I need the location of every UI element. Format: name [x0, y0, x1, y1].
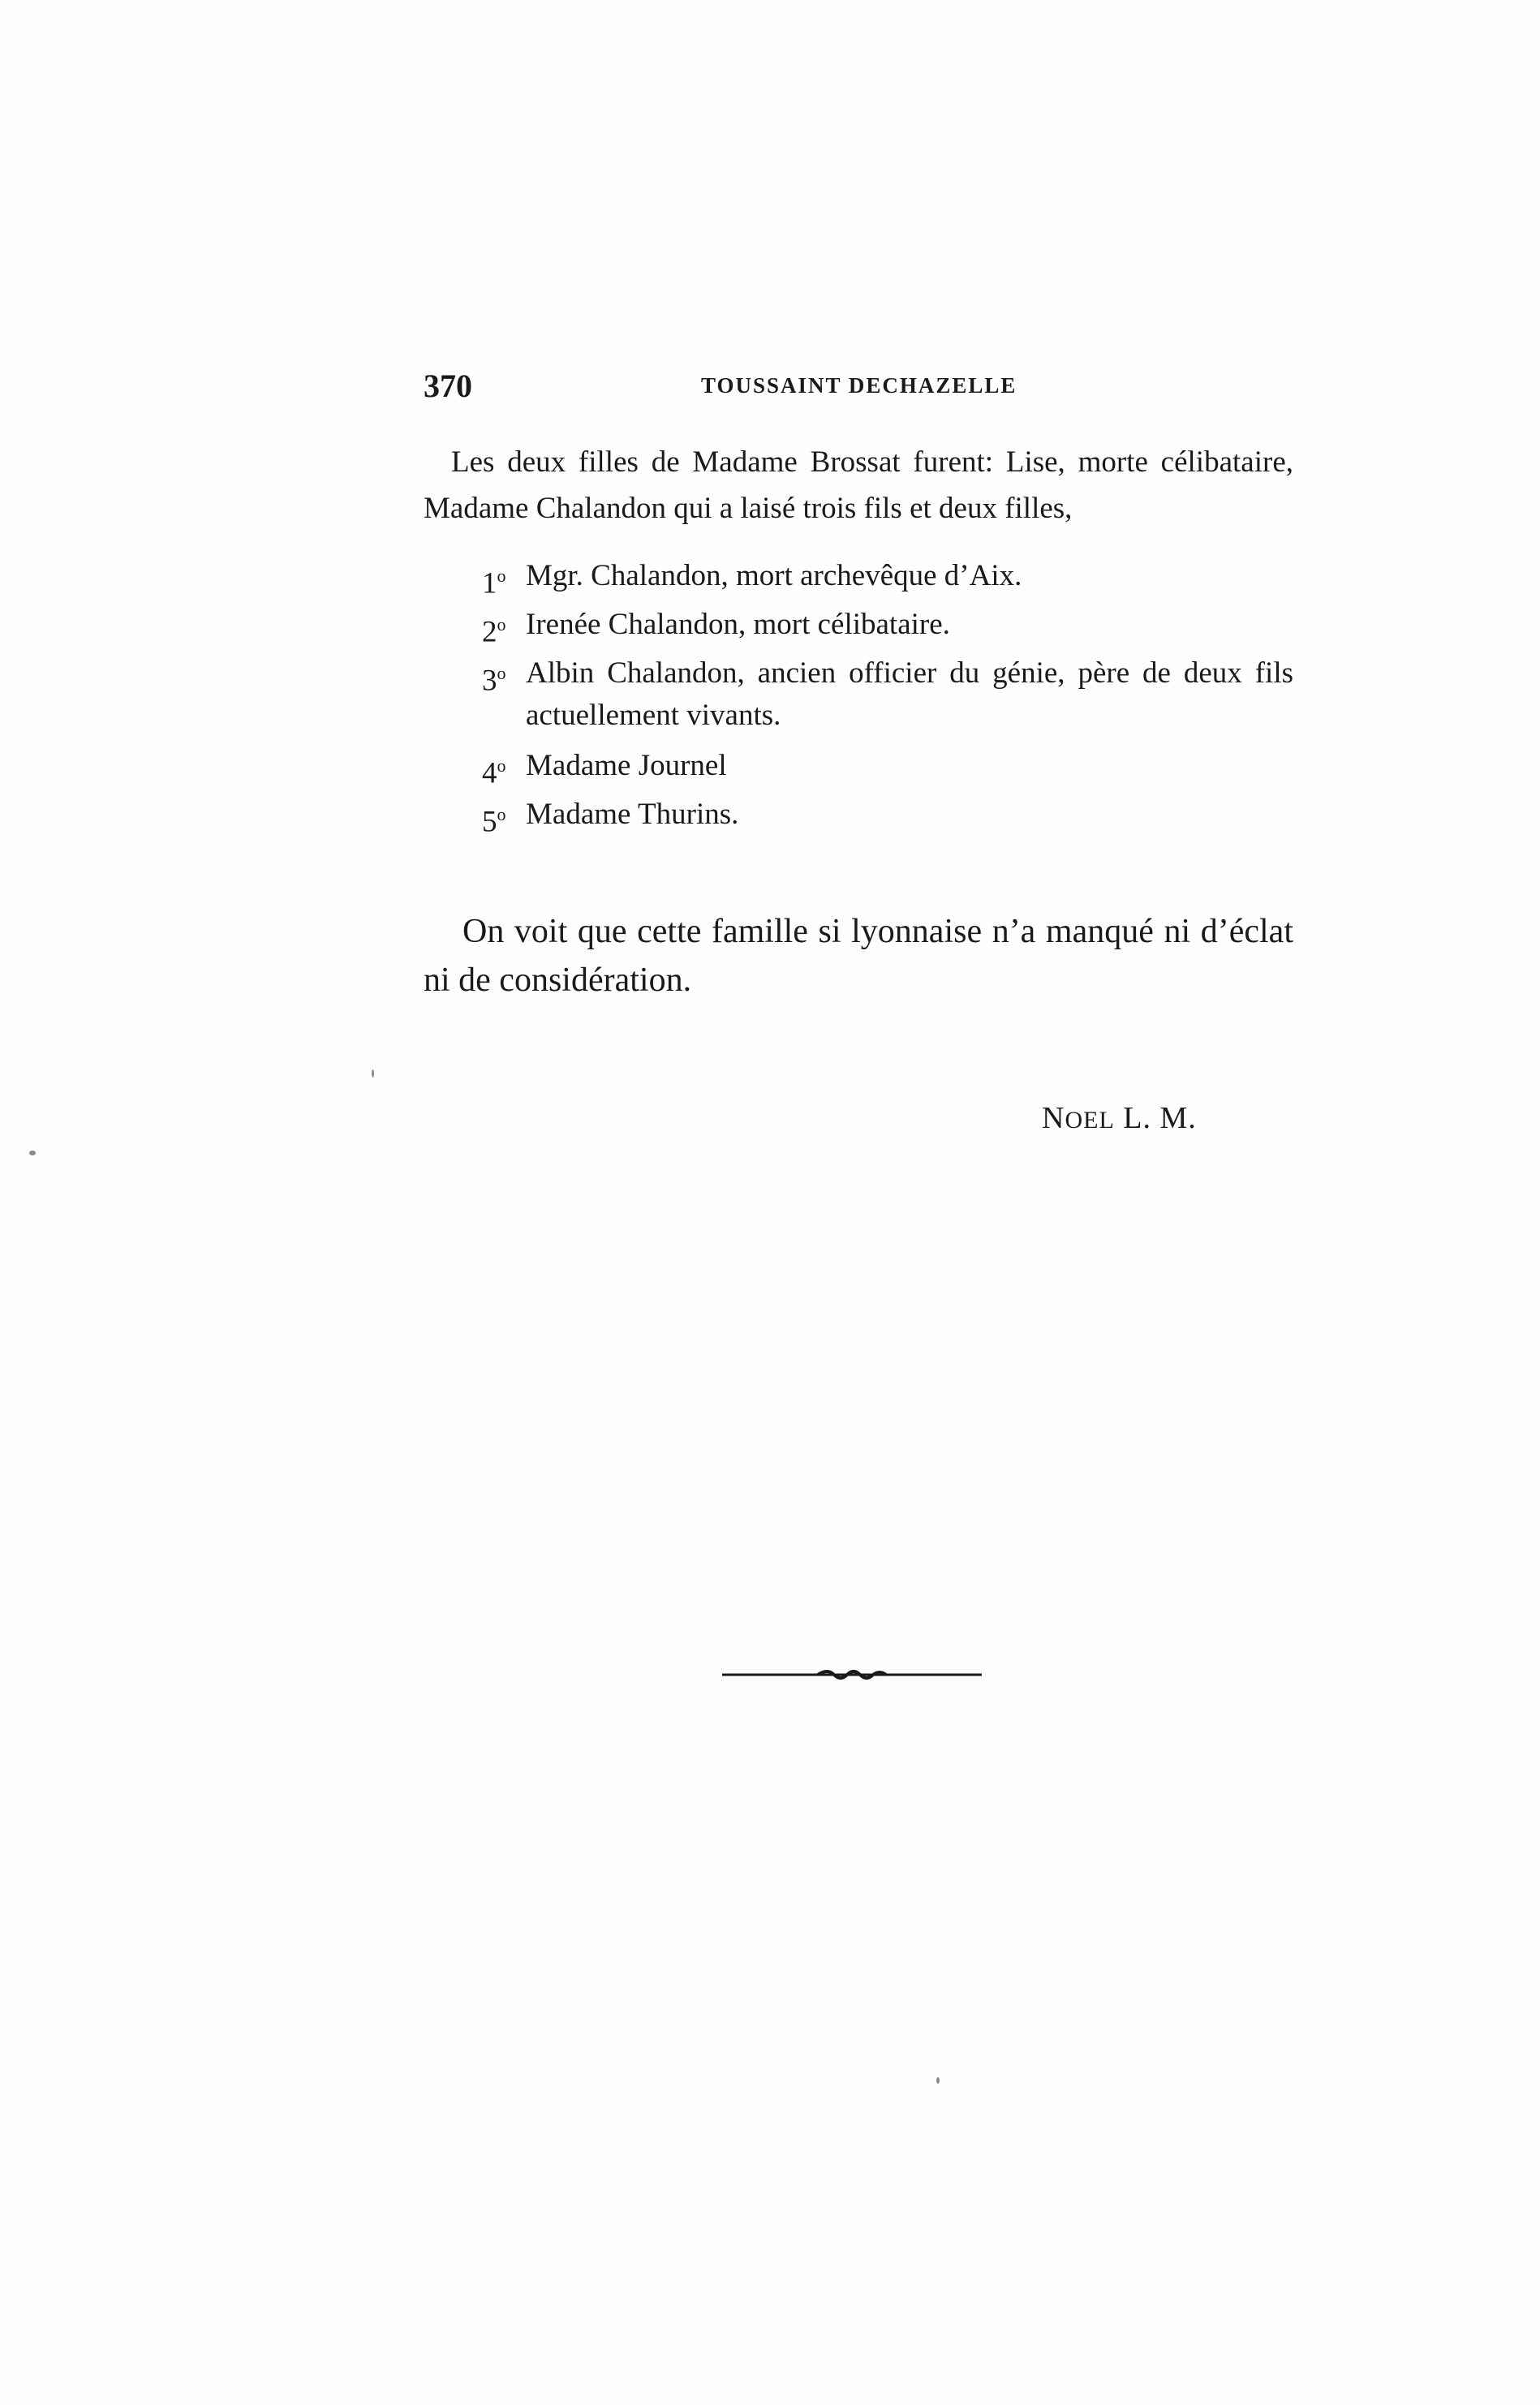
list-item: [482, 552, 1293, 600]
intro-paragraph: Les deux filles de Madame Brossat furent: Lise, morte célibataire, Madame Chalandon qui a laisé trois fils et deux filles,: [424, 445, 1293, 525]
list-item: [482, 649, 1293, 742]
children-list: [482, 552, 1293, 839]
list-item: [482, 742, 1293, 790]
signature: NOEL L. M.: [1042, 1101, 1197, 1135]
scan-speck: [936, 2077, 940, 2084]
page-header: [424, 367, 1293, 407]
list-text: Albin Chalandon, ancien officier du génie, père de deux fils actuellement vivants.: [526, 656, 1293, 732]
list-number: 3$^o$: [482, 663, 506, 698]
list-text: Mgr. Chalandon, mort archevêque d’Aix.: [526, 559, 1022, 592]
list-number: 5$^o$: [482, 804, 506, 839]
scan-speck: [372, 1069, 374, 1078]
running-title: TOUSSAINT DECHAZELLE: [701, 373, 1017, 398]
list-text: Madame Journel: [526, 749, 727, 782]
end-ornament: [721, 1663, 983, 1683]
list-number: 4$^o$: [482, 755, 506, 790]
page-number: 370: [424, 368, 472, 404]
list-number: 2$^o$: [482, 614, 506, 649]
list-number: 1$^o$: [482, 566, 506, 600]
list-text: Madame Thurins.: [526, 798, 739, 831]
list-item: [482, 600, 1293, 649]
closing-paragraph: On voit que cette famille si lyonnaise n’a manqué ni d’éclat ni de considération.: [424, 913, 1293, 999]
list-text: Irenée Chalandon, mort célibataire.: [526, 608, 950, 641]
list-item: [482, 790, 1293, 839]
scan-speck: [29, 1151, 36, 1155]
